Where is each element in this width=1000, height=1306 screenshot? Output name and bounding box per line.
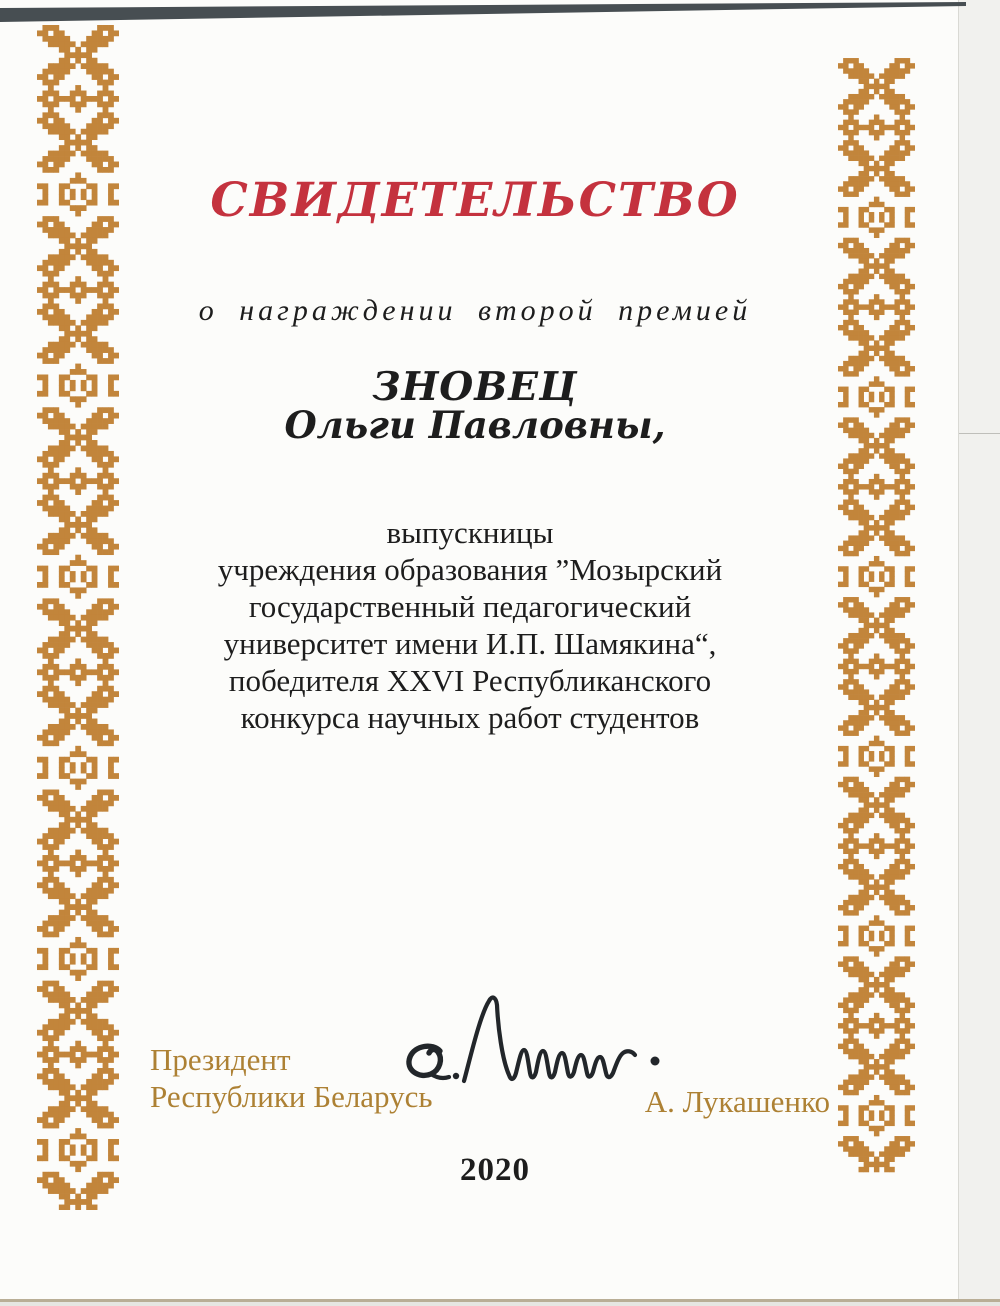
recipient-surname: ЗНОВЕЦ bbox=[372, 364, 578, 410]
official-position-line1: Президент bbox=[150, 1042, 291, 1077]
official-position bbox=[150, 1041, 570, 1115]
recipient-name-patronymic: Ольги Павловны, bbox=[284, 403, 666, 447]
scan-artifact-line bbox=[959, 433, 1000, 434]
body-line: выпускницы bbox=[386, 515, 554, 550]
body-line: победителя XXVI Республиканского bbox=[228, 663, 712, 698]
body-line: учреждения образования ”Мозырский bbox=[217, 552, 723, 587]
certificate-subtitle: о награждении второй премией bbox=[198, 294, 752, 327]
scan-background-right bbox=[958, 0, 1000, 1306]
ornament-border-left bbox=[37, 25, 119, 1210]
certificate-body bbox=[115, 514, 825, 736]
certificate-title: СВИДЕТЕЛЬСТВО bbox=[210, 173, 740, 229]
ornament-border-right bbox=[838, 21, 915, 1209]
body-line: государственный педагогический bbox=[248, 589, 692, 624]
body-line: университет имени И.П. Шамякина“, bbox=[223, 626, 717, 661]
signatory-name: А. Лукашенко bbox=[644, 1084, 830, 1119]
official-position-line2: Республики Беларусь bbox=[150, 1079, 433, 1114]
scan-background-bottom bbox=[0, 1302, 1000, 1306]
body-line: конкурса научных работ студентов bbox=[240, 700, 700, 735]
certificate-year: 2020 bbox=[460, 1152, 530, 1188]
